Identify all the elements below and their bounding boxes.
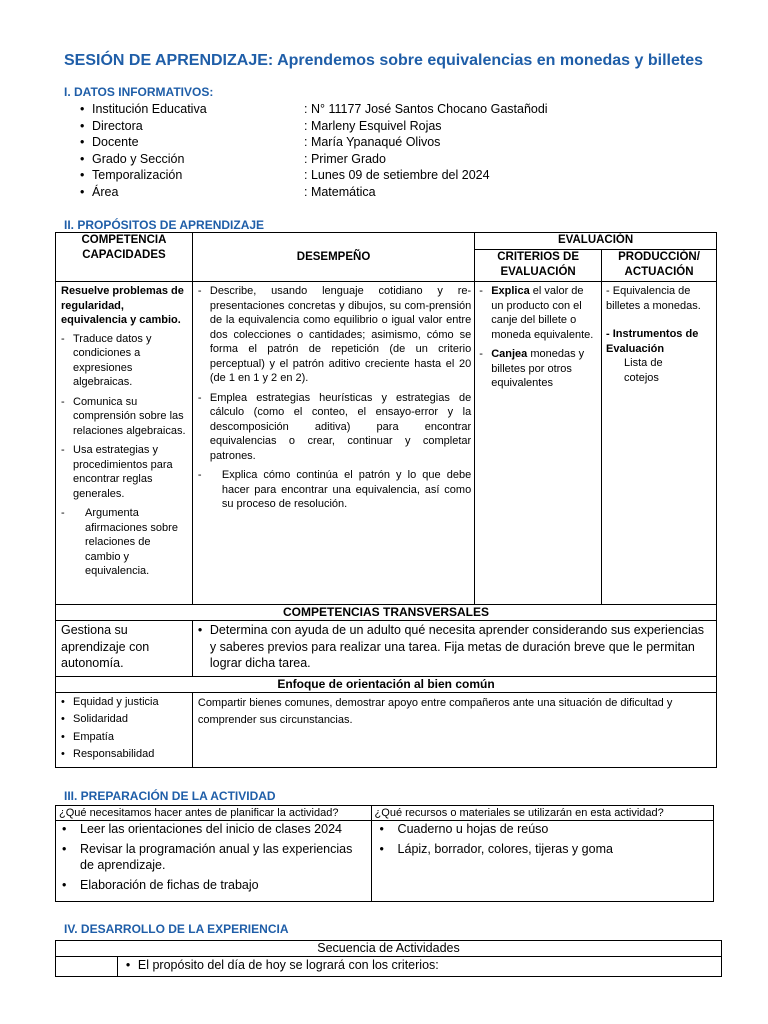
capacidad-item: - Traduce datos y condiciones a expresiones algebraicas.	[61, 332, 187, 390]
transversal-desc-cell	[192, 621, 716, 677]
header-enfoque: Enfoque de orientación al bien común	[56, 676, 717, 692]
produccion-text: - Equivalencia de billetes a monedas.	[606, 285, 701, 312]
produccion-cell	[602, 282, 717, 605]
transversal-competencia: Gestiona su aprendizaje con autonomía.	[56, 621, 193, 677]
info-value: : Lunes 09 de setiembre del 2024	[304, 168, 490, 182]
development-table	[55, 940, 722, 977]
prep-resource-item: • Cuaderno u hojas de reúso	[380, 821, 709, 838]
info-row: • Temporalización : Lunes 09 de setiembre del 2024	[80, 168, 490, 182]
prep-resources-cell	[371, 821, 713, 902]
instrumentos-value: Lista de cotejos	[624, 357, 663, 384]
header-competencia-label: COMPETENCIA	[81, 234, 167, 246]
desempeno-item: - Emplea estrategias heurísticas y estrategias de cálculo (como el conteo, el ensayo-error y la descomposición aditiva) para encontrar equivalencias o crear, continuar y completar patrones.	[198, 391, 471, 464]
info-label: Área	[92, 184, 119, 199]
info-row: • Directora : Marleny Esquivel Rojas	[80, 118, 442, 133]
section-desarrollo: IV. DESARROLLO DE LA EXPERIENCIA	[64, 922, 289, 936]
prep-question-1: ¿Qué necesitamos hacer antes de planificar la actividad?	[56, 806, 372, 821]
info-label: Institución Educativa	[92, 102, 207, 116]
info-label: Docente	[92, 135, 139, 149]
header-produccion: PRODUCCIÓN/ ACTUACIÓN	[602, 250, 717, 282]
purposes-table	[55, 232, 717, 768]
criterio-item	[479, 284, 597, 342]
preparation-table	[55, 805, 714, 902]
competencia-name: Resuelve problemas de regularidad, equivalencia y cambio.	[61, 285, 184, 326]
header-evaluacion: EVALUACIÓN	[475, 233, 717, 250]
info-label: Directora	[92, 118, 143, 133]
competencia-cell	[56, 282, 193, 605]
header-capacidades-label: CAPACIDADES	[82, 249, 166, 261]
info-value: : Matemática	[304, 184, 376, 199]
valor-item: • Equidad y justicia	[61, 695, 187, 710]
capacidad-item: - Comunica su comprensión sobre las relaciones algebraicas.	[61, 395, 187, 439]
header-desempeno: DESEMPEÑO	[192, 233, 474, 282]
criterio-verb: Canjea	[491, 348, 528, 360]
info-value: : Primer Grado	[304, 151, 386, 166]
info-value: : Marleny Esquivel Rojas	[304, 118, 442, 133]
info-value: : N° 11177 José Santos Chocano Gastañodi	[304, 102, 548, 116]
info-row: • Institución Educativa : N° 11177 José Santos Chocano Gastañodi	[80, 102, 548, 116]
development-empty-cell	[56, 957, 118, 977]
info-row: • Docente : María Ypanaqué Olivos	[80, 135, 441, 149]
transversal-desc: • Determina con ayuda de un adulto qué necesita aprender considerando sus experiencias y saberes previos para realizar una tarea. Fija metas de duración breve que le permitan lograr dicha tarea.	[198, 622, 711, 672]
development-header: Secuencia de Actividades	[56, 941, 722, 957]
info-list	[80, 101, 548, 200]
header-criterios: CRITERIOS DE EVALUACIÓN	[475, 250, 602, 282]
criterio-text: monedas y billetes por otros equivalentes	[491, 348, 585, 389]
header-transversales: COMPETENCIAS TRANSVERSALES	[56, 605, 717, 621]
prep-resource-item: • Lápiz, borrador, colores, tijeras y goma	[380, 841, 709, 858]
development-item: • El propósito del día de hoy se logrará con los criterios:	[126, 957, 717, 973]
valor-item: • Responsabilidad	[61, 747, 187, 762]
criterio-text: el valor de un producto con el canje del billete o moneda equivalente.	[491, 285, 594, 341]
prep-before-cell	[56, 821, 372, 902]
prep-before-item: • Leer las orientaciones del inicio de clases 2024	[62, 821, 367, 838]
desempeno-cell	[192, 282, 474, 605]
info-label: Grado y Sección	[92, 151, 185, 166]
criterios-cell	[475, 282, 602, 605]
capacidad-item: - Argumenta afirmaciones sobre relaciones de cambio y equivalencia.	[61, 506, 187, 579]
info-label: Temporalización	[92, 168, 183, 182]
prep-question-2: ¿Qué recursos o materiales se utilizarán en esta actividad?	[371, 806, 713, 821]
header-competencia	[56, 233, 193, 282]
instrumentos-label: - Instrumentos de Evaluación	[606, 328, 699, 355]
capacidad-item: - Usa estrategias y procedimientos para encontrar reglas generales.	[61, 443, 187, 501]
info-value: : María Ypanaqué Olivos	[304, 135, 441, 149]
criterio-verb: Explica	[491, 285, 530, 297]
page-title: SESIÓN DE APRENDIZAJE: Aprendemos sobre equivalencias en monedas y billetes	[64, 52, 703, 69]
section-datos-informativos: I. DATOS INFORMATIVOS:	[64, 85, 214, 99]
section-preparacion: III. PREPARACIÓN DE LA ACTIVIDAD	[64, 789, 276, 803]
info-row: • Área : Matemática	[80, 184, 376, 199]
desempeno-item: - Describe, usando lenguaje cotidiano y re-presentaciones concretas y dibujos, su com-prensión de la equivalencia como equilibrio o igual valor entre dos colecciones o cantidades; asimismo, cómo se forma el patrón de repetición (de un criterio perceptual) y el patrón aditivo creciente hasta el 20 (de 1 en 1 y 2 en 2).	[198, 284, 471, 386]
enfoque-desc: Compartir bienes comunes, demostrar apoyo entre compañeros ante una situación de dificultad y comprender sus circunstancias.	[192, 692, 716, 767]
desempeno-item: - Explica cómo continúa el patrón y lo que debe hacer para encontrar una equivalencia, así como su proceso de resolución.	[198, 468, 471, 512]
valor-item: • Solidaridad	[61, 712, 187, 727]
valores-cell	[56, 692, 193, 767]
section-propositos: II. PROPÓSITOS DE APRENDIZAJE	[64, 218, 265, 232]
info-row: • Grado y Sección : Primer Grado	[80, 151, 386, 166]
criterio-item	[479, 347, 597, 391]
prep-before-item: • Elaboración de fichas de trabajo	[62, 877, 367, 894]
valor-item: • Empatía	[61, 730, 187, 745]
prep-before-item: • Revisar la programación anual y las experiencias de aprendizaje.	[62, 841, 367, 874]
development-item-cell	[117, 957, 721, 977]
